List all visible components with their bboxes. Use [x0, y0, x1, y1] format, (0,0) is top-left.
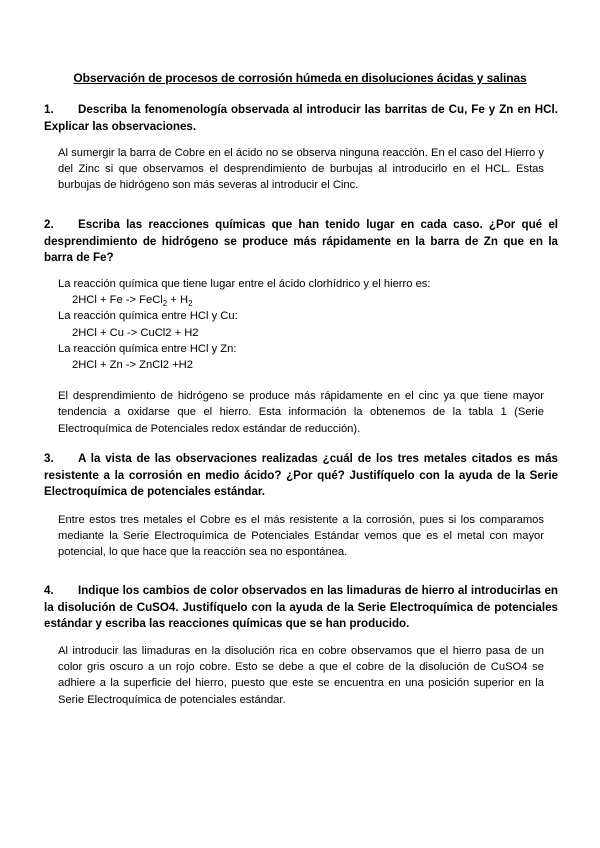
answer-text: Al sumergir la barra de Cobre en el ácido no se observa ninguna reacción. En el caso del Hierro y del Zinc si que observamos el desprendimiento de burbujas al introducirlo en el HCL. Estas burbujas de hidrógeno son más severas al introducir el Cinc. — [58, 147, 544, 192]
answer-line: La reacción química que tiene lugar entre el ácido clorhídrico y el hierro es: — [58, 278, 431, 290]
question-3 — [44, 451, 558, 501]
answer-3 — [58, 512, 544, 561]
question-1 — [44, 102, 558, 135]
question-text: Describa la fenomenología observada al introducir las barritas de Cu, Fe y Zn en HCl. Explicar las observaciones. — [44, 103, 558, 133]
subscript: 2 — [188, 299, 193, 309]
answer-2 — [58, 276, 544, 437]
answer-4 — [58, 643, 544, 708]
question-number: 1. — [44, 103, 54, 116]
equation-part: + H — [167, 294, 189, 307]
question-number: 3. — [44, 452, 54, 465]
subscript: 2 — [162, 299, 168, 309]
question-text: Indique los cambios de color observados en las limaduras de hierro al introducirlas en la disolución de CuSO4. Justifíquelo con la ayuda de la Serie Electroquímica de potenciales estándar y escriba las reacciones químicas que se han producido. — [44, 584, 558, 630]
question-4 — [44, 583, 558, 633]
equation-part: 2HCl + Fe -> FeCl — [72, 294, 163, 307]
answer-text: Al introducir las limaduras en la disolución rica en cobre observamos que el hierro pasa de un color gris oscuro a un rojo cobre. Esto se debe a que el cobre de la disolución de CuSO4 se adhiere a la superficie del hierro, puesto que este se encuentra en una posición superior en la Serie Electroquímica de potenciales estándar. — [58, 645, 544, 706]
question-text: A la vista de las observaciones realizadas ¿cuál de los tres metales citados es más resistente a la corrosión en medio ácido? ¿Por qué? Justifíquelo con la ayuda de la Serie Electroquímica de potenciales estándar. — [44, 452, 558, 498]
equation-cu: 2HCl + Cu -> CuCl2 + H2 — [72, 326, 199, 339]
answer-text: Entre estos tres metales el Cobre es el más resistente a la corrosión, pues si los comparamos mediante la Serie Electroquímica de Potenciales Estándar vemos que es el metal con mayor potencial, lo que hace que la reacción sea no espontánea. — [58, 514, 544, 559]
question-number: 2. — [44, 218, 54, 231]
answer-line: La reacción química entre HCl y Cu: — [58, 310, 238, 323]
question-text: Escriba las reacciones químicas que han tenido lugar en cada caso. ¿Por qué el desprendimiento de hidrógeno se produce más rápidamente en la barra de Zn que en la barra de Fe? — [44, 218, 558, 264]
question-2 — [44, 217, 558, 267]
answer-line: La reacción química entre HCl y Zn: — [58, 342, 237, 355]
document-title: Observación de procesos de corrosión húmeda en disoluciones ácidas y salinas — [73, 71, 527, 85]
equation-fe — [58, 292, 544, 308]
answer-1 — [58, 145, 544, 194]
question-number: 4. — [44, 584, 54, 597]
equation-zn: 2HCl + Zn -> ZnCl2 +H2 — [72, 359, 193, 372]
answer-paragraph: El desprendimiento de hidrógeno se produce más rápidamente en el cinc ya que tiene mayor tendencia a oxidarse que el hierro. Esta información la obtenemos de la tabla 1 (Serie Electroquímica de Potenciales redox estándar de reducción). — [58, 390, 544, 435]
